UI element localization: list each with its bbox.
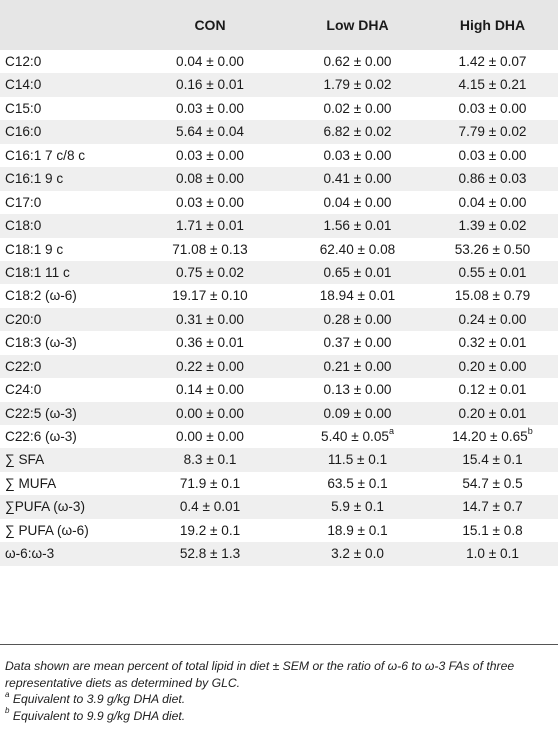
cell-con-value: 0.36 ± 0.01 bbox=[176, 335, 244, 351]
cell-con-value: 5.64 ± 0.04 bbox=[176, 124, 244, 140]
cell-con-value: 0.16 ± 0.01 bbox=[176, 77, 244, 93]
table-row bbox=[0, 355, 558, 378]
footnote-b-text: Equivalent to 9.9 g/kg DHA diet. bbox=[12, 708, 186, 723]
table-row bbox=[0, 308, 558, 331]
cell-con-value: 71.9 ± 0.1 bbox=[179, 475, 241, 491]
row-label-value: ω-6:ω-3 bbox=[5, 546, 55, 562]
cell-low-dha-value: 5.40 ± 0.05 bbox=[321, 429, 389, 444]
cell-high-dha bbox=[430, 378, 555, 401]
cell-low-dha bbox=[295, 448, 420, 471]
cell-high-dha bbox=[430, 495, 555, 518]
row-label bbox=[5, 378, 41, 401]
table-row bbox=[0, 402, 558, 425]
table-footnotes bbox=[5, 658, 550, 724]
table-row bbox=[0, 167, 558, 190]
table-row bbox=[0, 542, 558, 565]
cell-con bbox=[145, 425, 275, 448]
cell-low-dha-value: 11.5 ± 0.1 bbox=[327, 452, 388, 468]
cell-high-dha bbox=[430, 167, 555, 190]
cell-high-dha-value: 0.04 ± 0.00 bbox=[458, 194, 527, 210]
cell-high-dha bbox=[430, 542, 555, 565]
cell-low-dha bbox=[295, 144, 420, 167]
row-label-value: C22:0 bbox=[5, 358, 42, 374]
row-label-value: C18:3 (ω-3) bbox=[5, 335, 77, 351]
cell-low-dha bbox=[295, 331, 420, 354]
cell-high-dha bbox=[430, 261, 555, 284]
row-label-value: C22:5 (ω-3) bbox=[5, 405, 77, 421]
cell-con-value: 19.17 ± 0.10 bbox=[172, 288, 248, 304]
cell-low-dha bbox=[295, 402, 420, 425]
cell-low-dha-value: 63.5 ± 0.1 bbox=[327, 475, 388, 491]
cell-high-dha bbox=[430, 284, 555, 307]
cell-high-dha-value: 0.24 ± 0.00 bbox=[458, 311, 527, 327]
cell-high-dha bbox=[430, 144, 555, 167]
row-label bbox=[5, 402, 77, 425]
cell-con-value: 0.03 ± 0.00 bbox=[176, 100, 244, 116]
footnote-b bbox=[5, 708, 550, 725]
cell-low-dha bbox=[295, 425, 420, 448]
cell-low-dha bbox=[295, 73, 420, 96]
table-row bbox=[0, 144, 558, 167]
row-label-value: C16:0 bbox=[5, 124, 42, 140]
cell-high-dha bbox=[430, 50, 555, 73]
row-label bbox=[5, 50, 41, 73]
table-row bbox=[0, 191, 558, 214]
row-label bbox=[5, 97, 41, 120]
cell-high-dha-value: 53.26 ± 0.50 bbox=[454, 241, 531, 257]
cell-con-value: 8.3 ± 0.1 bbox=[183, 452, 237, 468]
cell-high-dha-value: 0.32 ± 0.01 bbox=[458, 335, 527, 351]
cell-con bbox=[145, 50, 275, 73]
cell-high-dha-value: 1.42 ± 0.07 bbox=[458, 54, 527, 69]
table-header bbox=[0, 0, 558, 50]
row-label-value: C24:0 bbox=[5, 382, 42, 398]
cell-high-dha-value: 14.7 ± 0.7 bbox=[462, 499, 523, 515]
table-row bbox=[0, 472, 558, 495]
table-row bbox=[0, 284, 558, 307]
row-label bbox=[5, 73, 41, 96]
cell-con bbox=[145, 519, 275, 542]
footnote-a-text: Equivalent to 3.9 g/kg DHA diet. bbox=[12, 692, 186, 706]
cell-high-dha bbox=[430, 402, 555, 425]
cell-high-dha-value: 0.55 ± 0.01 bbox=[458, 264, 527, 280]
cell-low-dha-value: 0.03 ± 0.00 bbox=[323, 147, 392, 163]
row-label-value: C12:0 bbox=[5, 54, 42, 69]
cell-high-dha-footnote-mark: b bbox=[527, 426, 533, 437]
row-label-value: ∑ SFA bbox=[5, 452, 45, 468]
cell-con bbox=[145, 448, 275, 471]
cell-high-dha-value: 0.03 ± 0.00 bbox=[458, 147, 527, 163]
cell-con bbox=[145, 261, 275, 284]
cell-high-dha-value: 0.20 ± 0.01 bbox=[458, 405, 527, 421]
table-body bbox=[0, 50, 558, 566]
cell-low-dha bbox=[295, 191, 420, 214]
cell-high-dha bbox=[430, 120, 555, 143]
cell-high-dha-value: 0.12 ± 0.01 bbox=[458, 382, 527, 398]
cell-high-dha bbox=[430, 448, 555, 471]
cell-con-value: 0.00 ± 0.00 bbox=[176, 405, 244, 421]
cell-con-value: 0.03 ± 0.00 bbox=[176, 147, 244, 163]
row-label-value: C20:0 bbox=[5, 311, 42, 327]
row-label-value: C16:1 7 c/8 c bbox=[5, 147, 86, 163]
cell-con-value: 1.71 ± 0.01 bbox=[176, 218, 244, 234]
row-label-value: C15:0 bbox=[5, 100, 42, 116]
cell-high-dha-value: 4.15 ± 0.21 bbox=[458, 77, 527, 93]
table-row bbox=[0, 120, 558, 143]
cell-high-dha-value: 0.03 ± 0.00 bbox=[458, 100, 527, 116]
cell-high-dha bbox=[430, 97, 555, 120]
cell-low-dha-value: 0.37 ± 0.00 bbox=[323, 335, 392, 351]
cell-con bbox=[145, 331, 275, 354]
cell-high-dha-value: 1.39 ± 0.02 bbox=[458, 218, 527, 234]
cell-high-dha bbox=[430, 425, 555, 448]
footnote-a-mark: a bbox=[5, 689, 10, 699]
cell-con bbox=[145, 191, 275, 214]
row-label bbox=[5, 261, 70, 284]
cell-low-dha-value: 18.94 ± 0.01 bbox=[319, 288, 396, 304]
cell-low-dha-value: 1.56 ± 0.01 bbox=[323, 218, 392, 234]
cell-con bbox=[145, 120, 275, 143]
cell-con-value: 19.2 ± 0.1 bbox=[179, 522, 241, 538]
row-label-value: ∑PUFA (ω-3) bbox=[5, 499, 85, 515]
cell-con bbox=[145, 238, 275, 261]
cell-high-dha-value: 14.20 ± 0.65 bbox=[452, 429, 528, 444]
footnote-b-mark: b bbox=[5, 706, 10, 716]
cell-con bbox=[145, 214, 275, 237]
row-label bbox=[5, 308, 41, 331]
row-label bbox=[5, 191, 41, 214]
cell-high-dha-value: 54.7 ± 0.5 bbox=[462, 475, 523, 491]
row-label bbox=[5, 448, 44, 471]
row-label-value: ∑ PUFA (ω-6) bbox=[5, 522, 89, 538]
cell-low-dha-footnote-mark: a bbox=[388, 426, 394, 437]
cell-high-dha-value: 15.1 ± 0.8 bbox=[462, 522, 523, 538]
cell-low-dha-value: 0.04 ± 0.00 bbox=[323, 194, 392, 210]
cell-con bbox=[145, 284, 275, 307]
cell-high-dha bbox=[430, 519, 555, 542]
cell-low-dha-value: 3.2 ± 0.0 bbox=[331, 546, 384, 562]
cell-low-dha-value: 1.79 ± 0.02 bbox=[323, 77, 392, 93]
row-label-value: C14:0 bbox=[5, 77, 42, 93]
cell-low-dha bbox=[295, 472, 420, 495]
cell-low-dha-value: 62.40 ± 0.08 bbox=[319, 241, 396, 257]
cell-con bbox=[145, 542, 275, 565]
cell-high-dha bbox=[430, 191, 555, 214]
cell-con-value: 0.22 ± 0.00 bbox=[176, 358, 244, 374]
row-label-value: C18:1 11 c bbox=[5, 264, 70, 280]
column-header-low-dha: Low DHA bbox=[326, 17, 389, 33]
cell-low-dha bbox=[295, 120, 420, 143]
column-header-high-dha: High DHA bbox=[459, 17, 526, 33]
cell-high-dha-value: 0.20 ± 0.00 bbox=[458, 358, 527, 374]
cell-con-value: 0.75 ± 0.02 bbox=[176, 264, 244, 280]
cell-low-dha-value: 0.28 ± 0.00 bbox=[323, 311, 392, 327]
cell-low-dha bbox=[295, 284, 420, 307]
cell-con bbox=[145, 378, 275, 401]
table-row bbox=[0, 238, 558, 261]
cell-high-dha bbox=[430, 238, 555, 261]
cell-low-dha bbox=[295, 308, 420, 331]
row-label-value: C18:1 9 c bbox=[5, 241, 64, 257]
row-label bbox=[5, 144, 85, 167]
cell-con bbox=[145, 167, 275, 190]
table-row bbox=[0, 214, 558, 237]
cell-con bbox=[145, 402, 275, 425]
row-label bbox=[5, 519, 89, 542]
row-label-value: C17:0 bbox=[5, 194, 42, 210]
row-label-value: C16:1 9 c bbox=[5, 171, 64, 187]
cell-con-value: 0.4 ± 0.01 bbox=[179, 499, 241, 515]
cell-high-dha bbox=[430, 308, 555, 331]
table-bottom-rule bbox=[0, 644, 558, 645]
cell-high-dha-value: 1.0 ± 0.1 bbox=[466, 546, 519, 562]
row-label bbox=[5, 284, 77, 307]
cell-high-dha bbox=[430, 472, 555, 495]
cell-low-dha bbox=[295, 97, 420, 120]
cell-con bbox=[145, 73, 275, 96]
row-label bbox=[5, 425, 77, 448]
table-row bbox=[0, 519, 558, 542]
cell-low-dha bbox=[295, 167, 420, 190]
row-label bbox=[5, 120, 41, 143]
table-row bbox=[0, 97, 558, 120]
row-label-value: C18:0 bbox=[5, 218, 42, 234]
row-label bbox=[5, 495, 85, 518]
cell-low-dha-value: 0.41 ± 0.00 bbox=[323, 171, 392, 187]
cell-con-value: 0.00 ± 0.00 bbox=[176, 429, 244, 444]
footnote-main: Data shown are mean percent of total lipid in diet ± SEM or the ratio of ω-6 to ω-3 FAs of three representative diets as determined by GLC. bbox=[5, 659, 515, 690]
cell-low-dha bbox=[295, 542, 420, 565]
cell-con-value: 0.31 ± 0.00 bbox=[176, 311, 244, 327]
row-label-value: C18:2 (ω-6) bbox=[5, 288, 77, 304]
cell-con bbox=[145, 144, 275, 167]
table-row bbox=[0, 448, 558, 471]
cell-low-dha bbox=[295, 261, 420, 284]
row-label bbox=[5, 214, 41, 237]
cell-high-dha-value: 15.4 ± 0.1 bbox=[462, 452, 523, 468]
cell-con-value: 52.8 ± 1.3 bbox=[179, 546, 241, 562]
cell-con-value: 0.04 ± 0.00 bbox=[176, 54, 244, 69]
cell-high-dha-value: 0.86 ± 0.03 bbox=[458, 171, 527, 187]
table-row bbox=[0, 261, 558, 284]
column-header-con: CON bbox=[194, 17, 226, 33]
cell-low-dha bbox=[295, 495, 420, 518]
table-row bbox=[0, 378, 558, 401]
row-label bbox=[5, 542, 54, 565]
row-label bbox=[5, 238, 63, 261]
cell-high-dha-value: 15.08 ± 0.79 bbox=[454, 288, 531, 304]
table-row bbox=[0, 50, 558, 73]
cell-low-dha-value: 0.02 ± 0.00 bbox=[323, 100, 392, 116]
footnote-a bbox=[5, 691, 550, 708]
row-label-value: C22:6 (ω-3) bbox=[5, 429, 77, 444]
cell-high-dha bbox=[430, 73, 555, 96]
cell-low-dha-value: 18.9 ± 0.1 bbox=[327, 522, 388, 538]
cell-low-dha bbox=[295, 378, 420, 401]
table-row bbox=[0, 425, 558, 448]
row-label bbox=[5, 355, 41, 378]
cell-con bbox=[145, 472, 275, 495]
cell-con-value: 0.03 ± 0.00 bbox=[176, 194, 244, 210]
row-label bbox=[5, 472, 56, 495]
cell-low-dha-value: 0.09 ± 0.00 bbox=[323, 405, 392, 421]
cell-high-dha-value: 7.79 ± 0.02 bbox=[458, 124, 527, 140]
cell-low-dha bbox=[295, 355, 420, 378]
cell-low-dha-value: 0.65 ± 0.01 bbox=[323, 264, 392, 280]
table-row bbox=[0, 495, 558, 518]
table-row bbox=[0, 73, 558, 96]
row-label-value: ∑ MUFA bbox=[5, 475, 57, 491]
cell-high-dha bbox=[430, 214, 555, 237]
cell-con bbox=[145, 495, 275, 518]
cell-low-dha bbox=[295, 214, 420, 237]
cell-low-dha-value: 0.21 ± 0.00 bbox=[323, 358, 392, 374]
cell-low-dha-value: 0.13 ± 0.00 bbox=[323, 382, 392, 398]
row-label bbox=[5, 331, 77, 354]
cell-con-value: 71.08 ± 0.13 bbox=[172, 241, 248, 257]
cell-low-dha-value: 6.82 ± 0.02 bbox=[323, 124, 392, 140]
cell-high-dha bbox=[430, 355, 555, 378]
row-label bbox=[5, 167, 63, 190]
cell-low-dha-value: 5.9 ± 0.1 bbox=[331, 499, 384, 515]
cell-con bbox=[145, 355, 275, 378]
cell-con bbox=[145, 97, 275, 120]
table-row bbox=[0, 331, 558, 354]
cell-low-dha bbox=[295, 519, 420, 542]
cell-high-dha bbox=[430, 331, 555, 354]
cell-low-dha bbox=[295, 238, 420, 261]
cell-con bbox=[145, 308, 275, 331]
cell-con-value: 0.08 ± 0.00 bbox=[176, 171, 244, 187]
cell-low-dha bbox=[295, 50, 420, 73]
cell-low-dha-value: 0.62 ± 0.00 bbox=[323, 54, 392, 69]
cell-con-value: 0.14 ± 0.00 bbox=[176, 382, 244, 398]
